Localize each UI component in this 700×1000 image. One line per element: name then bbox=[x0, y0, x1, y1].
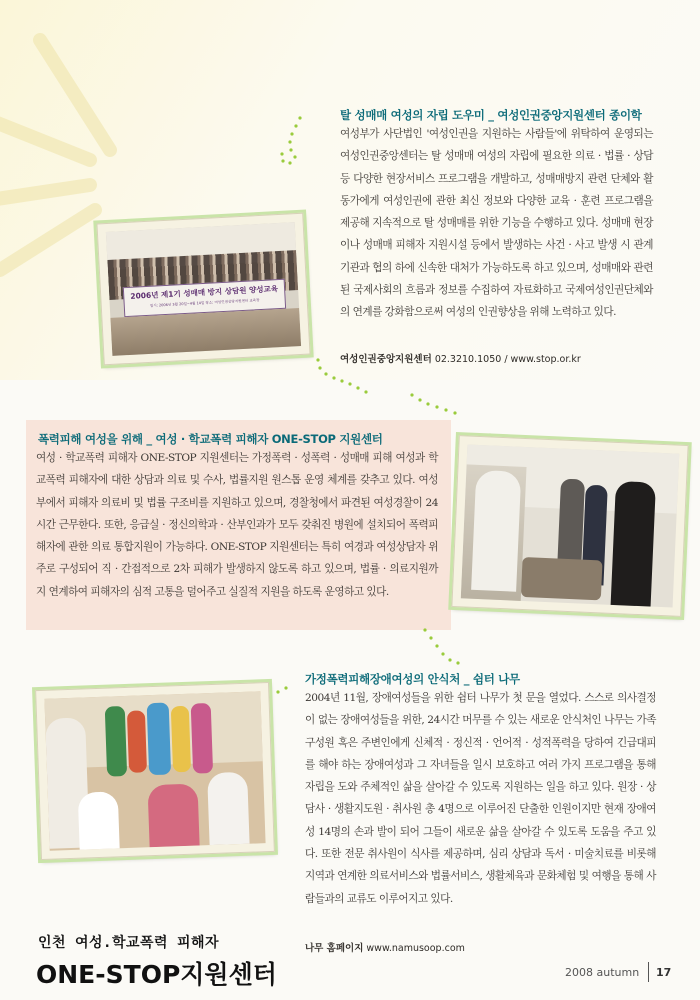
section1-contact-info: 02.3210.1050 / www.stop.or.kr bbox=[434, 354, 581, 365]
section3-contact bbox=[305, 940, 465, 954]
section1-heading: 탈 성매매 여성의 자립 도우미 _ 여성인권중앙지원센터 종이학 bbox=[340, 108, 642, 122]
photo-center-visit bbox=[451, 435, 688, 617]
photo-training-group bbox=[96, 213, 310, 366]
section1-body: 여성부가 사단법인 '여성인권을 지원하는 사람들'에 위탁하여 운영되는 여성인권중앙센터는 탈 성매매 여성의 자립에 필요한 의료 · 법률 · 상담 등 다양한 현장서비스 프로그램을 개발하고, 성매매방지 관련 단체와 활동가에게 여성인권에 관한 최신 정보와 다양한 교육 · 훈련 프로그램을 제공해 지속적으로 탈 성매매를 위한 기능을 수행하고 있다. 성매매 현장이나 성매매 피해자 지원시설 등에서 발생하는 사건 · 사고 발생 시 관계기관과 협의 하에 신속한 대처가 가능하도록 하고 있으며, 성매매와 관련된 국제사회의 흐름과 정보를 수집하여 자료화하고 국제여성인권단체와의 연계를 강화함으로써 여성의 인권향상을 위해 노력하고 있다. bbox=[340, 128, 653, 319]
section2-heading: 폭력피해 여성을 위해 _ 여성 · 학교폭력 피해자 ONE-STOP 지원센터 bbox=[38, 432, 383, 446]
section2-body: 여성 · 학교폭력 피해자 ONE-STOP 지원센터는 가정폭력 · 성폭력 · 성매매 피해 여성과 학교폭력 피해자에 대한 상담과 의료 및 수사, 법률지원 원스톱 운영 체계를 갖추고 있다. 여성부에서 피해자 의료비 및 법률 구조비를 지원하고 있으며, 경찰청에서 파견된 여성경찰이 24시간 근무한다. 또한, 응급실 · 정신의학과 · 산부인과가 모두 갖춰진 병원에 설치되어 폭력피해자에 관한 의료 통합지원이 가능하다. ONE-STOP 지원센터는 특히 여경과 여성상담자 위주로 구성되어 직 · 간접적으로 2차 피해가 발생하지 않도록 하고 있으며, 법률 · 의료지원까지 연계하여 피해자의 심적 고통을 덜어주고 실질적 지원을 하도록 운영하고 있다. bbox=[36, 452, 438, 598]
photo-banner-title: 2006년 제1기 성매매 방지 상담원 양성교육 bbox=[130, 284, 279, 301]
section3-heading: 가정폭력피해장애여성의 안식처 _ 쉼터 나무 bbox=[305, 672, 520, 686]
footer-caption-line2: ONE-STOP지원센터 bbox=[36, 960, 277, 989]
section3-body: 2004년 11월, 장애여성들을 위한 쉼터 나무가 첫 문을 열었다. 스스로 의사결정이 없는 장애여성들을 위한, 24시간 머무를 수 있는 새로운 안식처인 나무는 가족구성원 혹은 주변인에게 신체적 · 정신적 · 언어적 · 성적폭력을 당하여 긴급대피를 해야 하는 장애여성과 그 자녀들을 일시 보호하고 여러 가지 프로그램을 통해 자립을 도와 주체적인 삶을 살아갈 수 있도록 지원하는 일을 하고 있다. 원장 · 상담사 · 생활지도원 · 취사원 총 4명으로 이루어진 단출한 인원이지만 현재 장애여성 14명의 손과 발이 되어 그들이 새로운 삶을 살아갈 수 있도록 도움을 주고 있다. 또한 전문 취사원이 식사를 제공하며, 심리 상담과 독서 · 미술치료를 비롯해 지역과 연계한 의료서비스와 법률서비스, 생활체육과 문화체험 및 여행을 통해 사람들과의 교류도 이루어지고 있다. bbox=[305, 692, 656, 905]
section1-contact bbox=[340, 351, 581, 365]
footer-divider bbox=[648, 962, 649, 982]
footer-season: 2008 autumn bbox=[565, 966, 640, 979]
section3-contact-info: www.namusoop.com bbox=[366, 943, 465, 954]
photo-shelter-activity bbox=[35, 682, 275, 860]
photo-banner-subtitle: 일시: 2006년 3월 20일~4월 14일 장소: 여성인권중앙지원센터 교육장 bbox=[149, 298, 260, 308]
section1-contact-name: 여성인권중앙지원센터 bbox=[340, 354, 432, 365]
page-number: 17 bbox=[656, 966, 672, 979]
footer-caption-line1: 인천 여성.학교폭력 피해자 bbox=[38, 935, 220, 951]
section3-contact-name: 나무 홈페이지 bbox=[305, 943, 364, 954]
